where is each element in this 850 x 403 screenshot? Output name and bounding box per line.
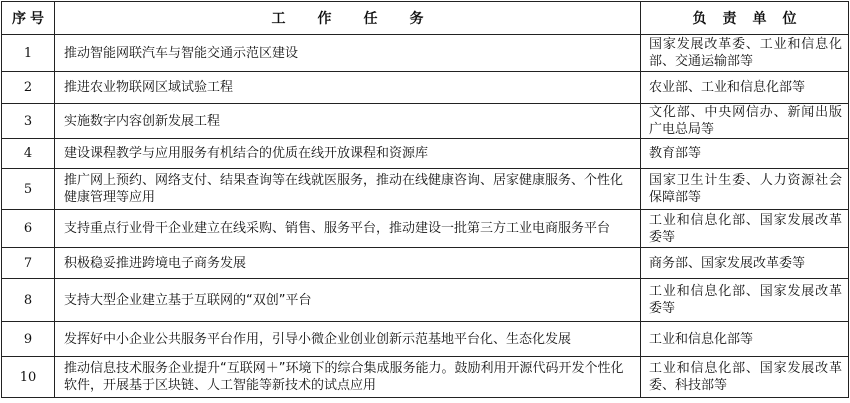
table-row (2, 35, 849, 72)
header-dept: 负责单位 (641, 2, 849, 35)
row-task: 推动智能网联汽车与智能交通示范区建设 (55, 35, 641, 72)
row-task: 推进农业物联网区域试验工程 (55, 72, 641, 104)
table-row (2, 357, 849, 398)
row-no: 5 (2, 169, 55, 210)
table-row (2, 279, 849, 322)
table-row (2, 322, 849, 357)
row-task: 建设课程教学与应用服务有机结合的优质在线开放课程和资源库 (55, 139, 641, 169)
row-dept: 商务部、国家发展改革委等 (641, 248, 849, 279)
table-row (2, 169, 849, 210)
row-dept: 工业和信息化部、国家发展改革委、科技部等 (641, 357, 849, 398)
row-no: 1 (2, 35, 55, 72)
row-dept: 教育部等 (641, 139, 849, 169)
row-dept: 国家卫生计生委、人力资源社会保障部等 (641, 169, 849, 210)
row-no: 10 (2, 357, 55, 398)
row-no: 3 (2, 104, 55, 139)
row-no: 9 (2, 322, 55, 357)
row-task: 支持大型企业建立基于互联网的“双创”平台 (55, 279, 641, 322)
row-dept: 文化部、中央网信办、新闻出版广电总局等 (641, 104, 849, 139)
row-task: 发挥好中小企业公共服务平台作用，引导小微企业创业创新示范基地平台化、生态化发展 (55, 322, 641, 357)
row-no: 4 (2, 139, 55, 169)
row-no: 7 (2, 248, 55, 279)
row-dept: 农业部、工业和信息化部等 (641, 72, 849, 104)
table-row (2, 248, 849, 279)
row-task: 积极稳妥推进跨境电子商务发展 (55, 248, 641, 279)
table-row (2, 72, 849, 104)
table-body (2, 35, 849, 398)
row-dept: 工业和信息化部等 (641, 322, 849, 357)
row-no: 8 (2, 279, 55, 322)
task-table (1, 1, 849, 398)
row-dept: 工业和信息化部、国家发展改革委等 (641, 210, 849, 248)
header-row (2, 2, 849, 35)
table-row (2, 210, 849, 248)
row-task: 实施数字内容创新发展工程 (55, 104, 641, 139)
row-no: 6 (2, 210, 55, 248)
table-row (2, 139, 849, 169)
header-task: 工作任务 (55, 2, 641, 35)
header-no: 序号 (2, 2, 55, 35)
table-row (2, 104, 849, 139)
row-dept: 工业和信息化部、国家发展改革委等 (641, 279, 849, 322)
row-dept: 国家发展改革委、工业和信息化部、交通运输部等 (641, 35, 849, 72)
row-task: 推动信息技术服务企业提升“互联网＋”环境下的综合集成服务能力。鼓励利用开源代码开发个性化软件，开展基于区块链、人工智能等新技术的试点应用 (55, 357, 641, 398)
row-no: 2 (2, 72, 55, 104)
table-header (2, 2, 849, 35)
row-task: 推广网上预约、网络支付、结果查询等在线就医服务，推动在线健康咨询、居家健康服务、个性化健康管理等应用 (55, 169, 641, 210)
row-task: 支持重点行业骨干企业建立在线采购、销售、服务平台，推动建设一批第三方工业电商服务平台 (55, 210, 641, 248)
